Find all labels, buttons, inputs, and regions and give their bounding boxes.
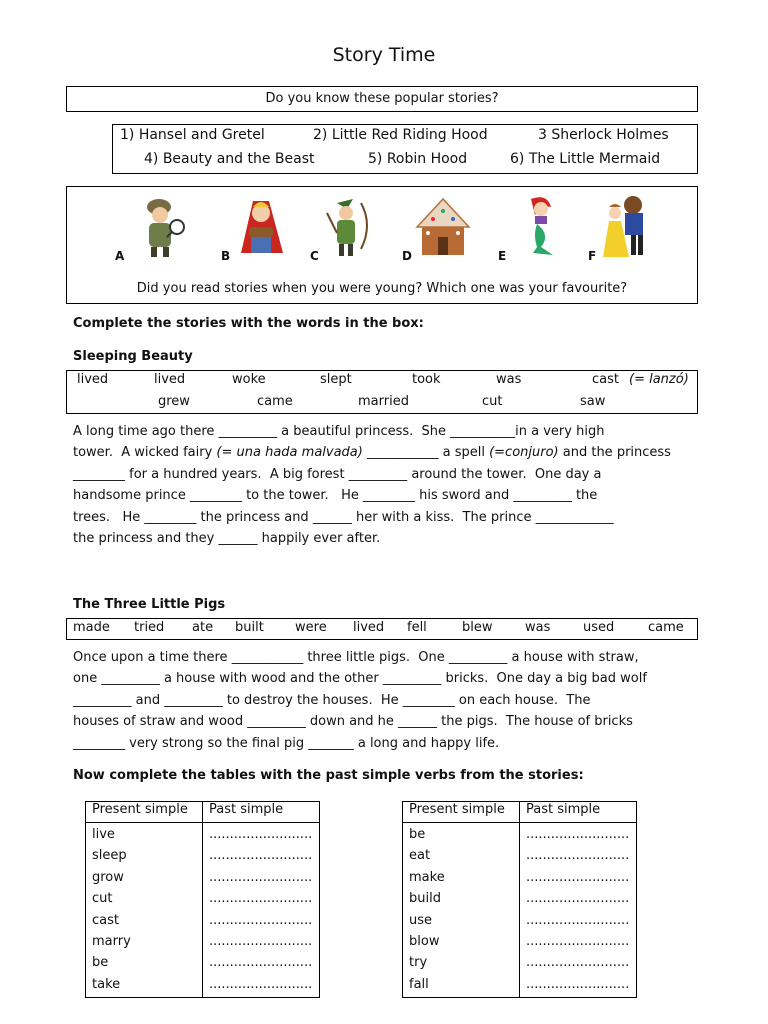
answer-blank: ......................... bbox=[209, 955, 313, 971]
picture-letter: E bbox=[498, 249, 507, 263]
word: came bbox=[257, 394, 293, 409]
answer-blank: ......................... bbox=[209, 976, 313, 992]
present-verb: live bbox=[92, 827, 115, 842]
answer-blank: ......................... bbox=[209, 934, 313, 950]
beauty-and-beast-icon bbox=[595, 193, 655, 259]
past-column bbox=[520, 823, 637, 998]
answer-blank: ......................... bbox=[526, 848, 630, 864]
story-item: 3 Sherlock Holmes bbox=[538, 127, 669, 143]
answer-blank: ......................... bbox=[526, 869, 630, 885]
favourite-question: Did you read stories when you were young? Which one was your favourite? bbox=[136, 281, 628, 296]
story-line: _________ and _________ to destroy the houses. He ________ on each house. The bbox=[73, 692, 591, 708]
picture-letter: D bbox=[402, 249, 412, 263]
answer-blank: ......................... bbox=[526, 934, 630, 950]
answer-blank: ......................... bbox=[209, 891, 313, 907]
picture-letter: B bbox=[221, 249, 231, 263]
story-item: 2) Little Red Riding Hood bbox=[313, 127, 488, 143]
word: fell bbox=[407, 620, 427, 635]
word: tried bbox=[134, 620, 165, 635]
answer-blank: ......................... bbox=[526, 912, 630, 928]
story-line: houses of straw and wood _________ down and he ______ the pigs. The house of bricks bbox=[73, 714, 633, 730]
pictures-box bbox=[66, 186, 698, 304]
word: made bbox=[73, 620, 110, 635]
present-verb: take bbox=[92, 976, 121, 992]
present-verb: use bbox=[409, 912, 433, 928]
present-verb: be bbox=[92, 955, 109, 971]
word: saw bbox=[580, 394, 606, 409]
story-line: handsome prince ________ to the tower. He ________ his sword and _________ the bbox=[73, 488, 598, 504]
answer-blank: ......................... bbox=[526, 976, 630, 992]
word: woke bbox=[232, 372, 266, 387]
present-verb: grow bbox=[92, 869, 124, 885]
present-column bbox=[86, 823, 203, 998]
story-line: A long time ago there _________ a beautiful princess. She __________in a very high bbox=[73, 424, 605, 439]
present-verb: eat bbox=[409, 848, 431, 864]
word: came bbox=[648, 620, 684, 635]
present-verb: be bbox=[409, 827, 426, 842]
word: married bbox=[358, 394, 409, 409]
page-title: Story Time bbox=[332, 44, 436, 66]
word: cast bbox=[592, 372, 619, 387]
picture-letter: A bbox=[115, 249, 125, 263]
story-line: ________ very strong so the final pig _______ a long and happy life. bbox=[73, 735, 500, 751]
picture-letter: C bbox=[310, 249, 319, 263]
word: ate bbox=[192, 620, 214, 635]
word: lived bbox=[353, 620, 385, 635]
word: was bbox=[525, 620, 551, 635]
word: slept bbox=[320, 372, 352, 387]
gingerbread-house-icon bbox=[413, 193, 473, 259]
present-verb: cut bbox=[92, 891, 113, 907]
word: lived bbox=[154, 372, 186, 387]
word: built bbox=[235, 620, 264, 635]
present-verb: cast bbox=[92, 912, 119, 928]
answer-blank: ......................... bbox=[209, 827, 313, 842]
verbs-table-1 bbox=[85, 801, 320, 998]
answer-blank: ......................... bbox=[209, 869, 313, 885]
instruction-complete-tables: Now complete the tables with the past simple verbs from the stories: bbox=[73, 768, 584, 783]
sleeping-beauty-heading: Sleeping Beauty bbox=[73, 349, 193, 364]
word: were bbox=[295, 620, 327, 635]
three-pigs-word-box bbox=[66, 618, 698, 640]
picture-letter: F bbox=[588, 249, 597, 263]
word: lived bbox=[77, 372, 109, 387]
story-line: ________ for a hundred years. A big forest _________ around the tower. One day a bbox=[73, 466, 602, 482]
detective-icon bbox=[133, 193, 193, 259]
story-item: 5) Robin Hood bbox=[368, 151, 468, 167]
story-line: tower. A wicked fairy (= una hada malvada) ___________ a spell (=conjuro) and the princess bbox=[73, 445, 671, 461]
answer-blank: ......................... bbox=[526, 955, 630, 971]
word: used bbox=[583, 620, 615, 635]
sleeping-beauty-story bbox=[73, 421, 703, 549]
story-item: 4) Beauty and the Beast bbox=[144, 151, 315, 167]
story-line: one _________ a house with wood and the other _________ bricks. One day a big bad wolf bbox=[73, 671, 647, 687]
story-item: 6) The Little Mermaid bbox=[510, 151, 661, 167]
answer-blank: ......................... bbox=[209, 912, 313, 928]
intro-question: Do you know these popular stories? bbox=[265, 91, 499, 106]
mermaid-icon bbox=[511, 193, 571, 259]
answer-blank: ......................... bbox=[526, 827, 630, 842]
word: grew bbox=[158, 394, 190, 409]
word: was bbox=[496, 372, 522, 387]
present-column bbox=[403, 823, 520, 998]
table-header-present: Present simple bbox=[403, 802, 520, 823]
present-verb: build bbox=[409, 891, 441, 907]
table-header-past: Past simple bbox=[203, 802, 320, 823]
present-verb: blow bbox=[409, 934, 440, 950]
sleeping-beauty-word-box bbox=[66, 370, 698, 414]
answer-blank: ......................... bbox=[209, 848, 313, 864]
word-note: (= lanzó) bbox=[629, 372, 689, 387]
word: blew bbox=[462, 620, 493, 635]
present-verb: fall bbox=[409, 976, 429, 992]
red-riding-hood-icon bbox=[231, 193, 291, 259]
present-verb: sleep bbox=[92, 848, 127, 864]
verbs-table-2 bbox=[402, 801, 637, 998]
instruction-complete-stories: Complete the stories with the words in the box: bbox=[73, 316, 424, 331]
present-verb: marry bbox=[92, 934, 131, 950]
three-pigs-heading: The Three Little Pigs bbox=[73, 597, 226, 612]
answer-blank: ......................... bbox=[526, 891, 630, 907]
present-verb: try bbox=[409, 955, 428, 971]
stories-box bbox=[112, 124, 698, 174]
table-header-present: Present simple bbox=[86, 802, 203, 823]
story-line: trees. He ________ the princess and ______ her with a kiss. The prince ____________ bbox=[73, 509, 614, 525]
story-line: Once upon a time there ___________ three little pigs. One _________ a house with straw, bbox=[73, 650, 639, 665]
robin-hood-icon bbox=[317, 193, 377, 259]
three-pigs-story bbox=[73, 647, 703, 754]
intro-question-box bbox=[66, 86, 698, 112]
word: took bbox=[412, 372, 441, 387]
word: cut bbox=[482, 394, 503, 409]
story-line: the princess and they ______ happily ever after. bbox=[73, 531, 381, 547]
story-item: 1) Hansel and Gretel bbox=[120, 127, 265, 143]
past-column bbox=[203, 823, 320, 998]
table-header-past: Past simple bbox=[520, 802, 637, 823]
present-verb: make bbox=[409, 869, 445, 885]
